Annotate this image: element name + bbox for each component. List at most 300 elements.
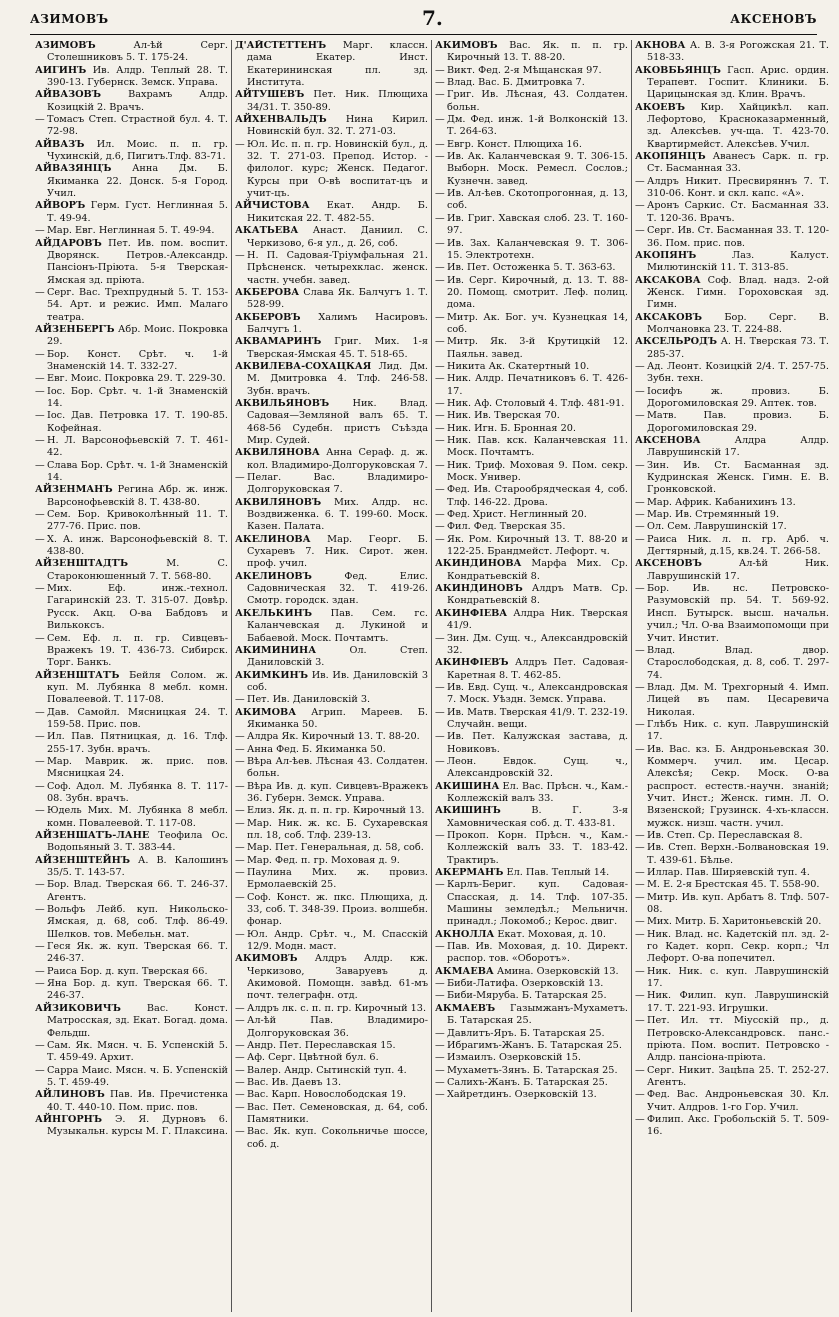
directory-entry <box>35 534 228 559</box>
entry-surname: АКИНФІЕВЪ <box>435 657 509 669</box>
entry-details: Карлъ-Бериг. куп. Садовая-Спасская, д. 14. Тлф. 107-35. Машины земледѣл.; Мельничн. принадл.; Локомоб.; Керос. двиг. <box>447 879 628 928</box>
entry-details: Сам. Як. Мясн. ч. Б. Успенскій 5. Т. 459-49. Архит. <box>47 1039 228 1064</box>
running-head-right: АКСЕНОВЪ <box>730 12 817 26</box>
directory-entry <box>235 336 428 361</box>
entry-surname: Д'АЙСТЕТТЕНЪ <box>235 40 327 51</box>
ditto-dash: — <box>635 1064 645 1076</box>
entry-details: Серг. Вас. Трехпрудный 5. Т. 153-54. Арт. и режис. Имп. Малаго театра. <box>47 286 228 323</box>
directory-entry <box>235 472 428 497</box>
entry-details: М. С. Староконюшенный 7. Т. 568-80. <box>47 558 228 582</box>
ditto-dash: — <box>235 867 245 879</box>
directory-entry <box>35 114 228 139</box>
entry-details: Мар. Ник. ж. кс. Б. Сухаревская пл. 18, соб. Тлф. 239-13. <box>247 817 428 841</box>
directory-entry <box>435 534 628 559</box>
entry-surname: АКАТЬЕВА <box>235 225 299 237</box>
entry-details: Сем. Бор. Кривоколѣнный 11. Т. 277-76. Прис. пов. <box>47 509 228 533</box>
entry-details: Вас. Як. п. п. гр. Кирочный 13. Т. 88-20. <box>447 40 628 64</box>
directory-entry <box>435 558 628 583</box>
entry-details: Соф. Адол. М. Лубянка 8. Т. 117-08. Зубн. врачъ. <box>47 780 228 804</box>
ditto-dash: — <box>635 965 645 977</box>
ditto-dash: — <box>35 114 45 126</box>
entry-details: Влад. Дм. М. Трехгорный 4. Имп. Лицей въ пам. Цесаревича Николая. <box>647 681 829 718</box>
entry-details: Ив. Степ. Ср. Переславская 8. <box>647 830 803 841</box>
entry-details: Пав. Ив. Пречистенка 40. Т. 440-10. Пом. прис. пов. <box>47 1089 228 1113</box>
entry-details: Пет. Ник. Плющиха 34/31. Т. 350-89. <box>247 89 428 113</box>
entry-details: Ник. Триф. Моховая 9. Пом. секр. Моск. Универ. <box>447 459 628 484</box>
ditto-dash: — <box>635 200 645 212</box>
entry-details: Митр. Ак. Бог. уч. Кузнецкая 14, соб. <box>447 311 628 335</box>
ditto-dash: — <box>435 151 445 163</box>
entry-details: Хайретдинъ. Озерковскій 13. <box>447 1089 597 1101</box>
directory-entry <box>435 521 628 533</box>
directory-entry <box>235 892 428 929</box>
ditto-dash: — <box>635 928 645 940</box>
entry-surname: АКСЕЛЬРОДЪ <box>635 336 717 348</box>
entry-details: Пет. Ив. Даниловскій 3. <box>247 694 371 706</box>
entry-details: Газымжанъ-Мухаметъ. Б. Татарская 25. <box>447 1002 628 1027</box>
entry-details: Слава Бор. Срѣт. ч. 1-й Знаменскій 14. <box>47 459 228 484</box>
directory-entry <box>635 916 829 928</box>
entry-details: Влад. Вас. Б. Дмитровка 7. <box>447 77 585 89</box>
ditto-dash: — <box>435 138 445 150</box>
ditto-dash: — <box>435 212 445 224</box>
ditto-dash: — <box>235 1089 245 1101</box>
directory-entry <box>435 1077 628 1089</box>
directory-entry <box>235 1065 428 1077</box>
ditto-dash: — <box>435 188 445 200</box>
ditto-dash: — <box>235 1076 245 1088</box>
entry-surname: АЙЗЕНМАНЪ <box>35 484 113 496</box>
ditto-dash: — <box>235 694 245 706</box>
ditto-dash: — <box>635 521 645 533</box>
directory-entry <box>635 102 829 151</box>
entry-surname: АКИШИНА <box>435 780 500 792</box>
ditto-dash: — <box>635 718 645 730</box>
ditto-dash: — <box>35 509 45 521</box>
ditto-dash: — <box>235 928 245 940</box>
ditto-dash: — <box>635 842 645 854</box>
entry-details: Ив. Вас. кз. Б. Андроньевская 30. Коммерч. учил. им. Цесар. Алексѣя; Секр. Моск. О-ва распрост. естеств.-научн. знаній; Учит. Инст.; Женск. гимн. Л. О. Вязенской; Грузинск. 4-хъ-классн. мужск. низш. частн. учил. <box>647 743 829 829</box>
entry-surname: АКНОЛЛА <box>435 928 495 940</box>
entry-details: Филип. Акс. Гробольскій 5. Т. 509-16. <box>647 1113 829 1138</box>
entry-details: Аф. Серг. Цвѣтной бул. 6. <box>247 1052 379 1064</box>
ditto-dash: — <box>435 435 445 446</box>
directory-entry <box>35 583 228 632</box>
directory-entry <box>435 867 628 879</box>
directory-entry <box>235 744 428 756</box>
entry-surname: АКОЕВЪ <box>635 101 685 113</box>
entry-details: Ник. Влад. Садовая—Земляной валъ 65. Т. 468-56 Судебн. пристъ Съѣзда Мир. Судей. <box>247 397 428 446</box>
entry-surname: АЙЗИКОВИЧЪ <box>35 1002 121 1014</box>
entry-details: Ив. Серг. Кирочный, д. 13. Т. 88-20. Помощ. смотрит. Леф. полиц. дома. <box>447 274 628 311</box>
entry-details: Вас. Конст. Матросская, зд. Екат. Богад. дома. Фельдш. <box>47 1002 228 1039</box>
directory-entry <box>435 65 628 77</box>
entry-details: Агрип. Мареев. Б. Якиманка 50. <box>247 706 428 730</box>
entry-details: Алдръ Никит. Пресвиряннъ 7. Т. 310-06. Конт. и скл. капс. «А». <box>647 175 829 200</box>
entry-details: Биби-Мяруба. Б. Татарская 25. <box>447 990 607 1002</box>
entry-details: Ив. Пет. Остоженка 5. Т. 363-63. <box>447 262 616 274</box>
entry-details: Пет. Ив. пом. воспит. Дворянск. Петров.-Александр. Пансіонъ-Пріюта. 5-я Тверская-Ямская зд. пріюта. <box>47 237 228 286</box>
ditto-dash: — <box>35 583 45 595</box>
directory-entry <box>235 781 428 806</box>
entry-details: Дав. Самойл. Мясницкая 24. Т. 159-58. Прис. пов. <box>47 706 228 730</box>
directory-entry <box>635 521 829 533</box>
ditto-dash: — <box>235 817 245 829</box>
ditto-dash: — <box>635 385 645 397</box>
entry-details: Влад. Влад. двор. Старослободская, д. 8, соб. Т. 297-74. <box>647 644 829 681</box>
entry-details: Нина Кирил. Новинскій бул. 32. Т. 271-03. <box>247 114 428 138</box>
entry-details: Ибрагимъ-Жанъ. Б. Татарская 25. <box>447 1039 622 1051</box>
directory-entry <box>435 879 628 928</box>
directory-entry <box>35 373 228 385</box>
directory-entry <box>435 978 628 990</box>
directory-entry <box>635 65 829 102</box>
entry-details: Дм. Фед. инж. 1-й Волконскій 13. Т. 264-63. <box>447 114 628 138</box>
entry-details: Ник. Ник. с. куп. Лаврушинскій 17. <box>647 965 829 990</box>
ditto-dash: — <box>35 965 45 977</box>
directory-entry <box>35 386 228 411</box>
entry-details: Вас. Як. куп. Сокольничье шоссе, соб. д. <box>247 1126 428 1150</box>
directory-entry <box>35 484 228 509</box>
entry-details: Амина. Озерковскій 13. <box>496 965 619 977</box>
directory-entry <box>35 324 228 349</box>
entry-details: Лаз. Калуст. Милютинскій 11. Т. 313-85. <box>647 249 829 274</box>
entry-details: Ал-ѣй Ник. Лаврушинскій 17. <box>647 558 829 582</box>
directory-entry <box>235 805 428 817</box>
directory-entry <box>435 398 628 410</box>
directory-entry <box>435 657 628 682</box>
directory-entry <box>35 879 228 904</box>
directory-entry <box>435 423 628 435</box>
entry-details: Лид. Дм. М. Дмитровка 4. Тлф. 246-58. Зубн. врачъ. <box>247 360 428 397</box>
entry-details: Евг. Моис. Покровка 29. Т. 229-30. <box>47 373 226 385</box>
directory-entry <box>35 163 228 200</box>
entry-details: Мар. Георг. Б. Сухаревъ 7. Ник. Сирот. жен. проф. учил. <box>247 533 428 570</box>
directory-entry <box>235 287 428 312</box>
entry-details: Х. А. инж. Варсонофьевскій 8. Т. 438-80. <box>47 533 228 558</box>
ditto-dash: — <box>435 1064 445 1076</box>
entry-details: Иллар. Пав. Ширяевскій туп. 4. <box>647 867 810 879</box>
entry-surname: АКЕЛИНОВЪ <box>235 570 312 582</box>
ditto-dash: — <box>435 830 445 841</box>
entry-details: Ив. Степ. Верхн.-Болвановская 19. Т. 439-61. Бѣлье. <box>647 842 829 866</box>
ditto-dash: — <box>635 225 645 237</box>
entry-surname: АКОПЯНЪ <box>635 249 697 261</box>
entry-details: Ив. Матв. Тверская 41/9. Т. 232-19. Случайн. вещи. <box>447 706 628 730</box>
directory-entry <box>435 238 628 263</box>
entry-details: А. В. 3-я Рогожская 21. Т. 518-33. <box>647 40 829 64</box>
entry-surname: АЙЗЕНШТАДТЪ <box>35 558 129 570</box>
directory-entry <box>35 1065 228 1090</box>
ditto-dash: — <box>235 472 245 484</box>
entry-surname: АКСЕНОВЪ <box>635 558 702 570</box>
directory-entry <box>235 1077 428 1089</box>
directory-entry <box>435 435 628 460</box>
directory-entry <box>435 941 628 966</box>
entry-details: Глѣбъ Ник. с. куп. Лаврушинскій 17. <box>647 718 829 743</box>
ditto-dash: — <box>435 397 445 409</box>
directory-entry <box>635 558 829 583</box>
directory-entry <box>635 583 829 645</box>
directory-entry <box>35 756 228 781</box>
directory-entry <box>235 312 428 337</box>
ditto-dash: — <box>435 990 445 1002</box>
entry-details: Регина Абр. ж. инж. Варсонофьевскій 8. Т. 438-80. <box>47 484 228 508</box>
entry-details: Алдра Алдр. Лаврушинскій 17. <box>647 435 829 459</box>
ditto-dash: — <box>435 681 445 693</box>
directory-entry <box>235 200 428 225</box>
entry-details: Фед. Елис. Садовническая 32. Т. 419-26. Смотр. городск. здан. <box>247 570 428 607</box>
ditto-dash: — <box>35 731 45 743</box>
directory-entry <box>635 645 829 682</box>
entry-surname: АЙЧИСТОВА <box>235 200 310 212</box>
directory-entry <box>35 509 228 534</box>
entry-details: Ник. Игн. Б. Бронная 20. <box>447 422 576 434</box>
ditto-dash: — <box>235 780 245 792</box>
directory-entry <box>635 1065 829 1090</box>
directory-entry <box>435 509 628 521</box>
directory-entry <box>435 608 628 633</box>
directory-entry <box>235 867 428 892</box>
entry-details: Іос. Бор. Срѣт. ч. 1-й Знаменскій 14. <box>47 385 228 409</box>
ditto-dash: — <box>35 348 45 360</box>
directory-entry <box>235 645 428 670</box>
entry-surname: АКИНДИНОВА <box>435 558 522 570</box>
entry-details: Ник. Пав. кск. Каланчевская 11. Моск. Почтамтъ. <box>447 435 628 459</box>
ditto-dash: — <box>635 743 645 755</box>
directory-entry <box>235 114 428 139</box>
entry-details: Андр. Пет. Переславская 15. <box>247 1039 396 1051</box>
entry-details: Слава Як. Балчугъ 1. Т. 528-99. <box>247 286 428 311</box>
directory-entry <box>235 447 428 472</box>
ditto-dash: — <box>435 941 445 953</box>
entry-surname: АЙЗЕНШАТЪ-ЛАНЕ <box>35 830 150 841</box>
directory-entry <box>435 40 628 65</box>
entry-details: Ол. Сем. Лаврушинскій 17. <box>647 521 787 533</box>
directory-entry <box>435 1089 628 1101</box>
entry-details: Алдра Ник. Тверская 41/9. <box>447 607 628 632</box>
directory-entry <box>435 114 628 139</box>
entry-details: Бейля Солом. ж. куп. М. Лубянка 8 мебл. комн. Повалеевой. Т. 117-08. <box>47 669 228 706</box>
directory-entry <box>235 1052 428 1064</box>
ditto-dash: — <box>35 1039 45 1051</box>
ditto-dash: — <box>635 1015 645 1027</box>
entry-surname: АЙВАЗЯНЦЪ <box>35 163 112 175</box>
ditto-dash: — <box>35 632 45 644</box>
ditto-dash: — <box>435 1027 445 1039</box>
ditto-dash: — <box>435 410 445 422</box>
directory-entry <box>235 608 428 645</box>
entry-details: Теофила Ос. Водопьяный 3. Т. 383-44. <box>47 830 228 854</box>
ditto-dash: — <box>635 916 645 928</box>
entry-details: Фед. Вас. Андроньевская 30. Кл. Учит. Алдров. 1-го Гор. Учил. <box>647 1089 829 1113</box>
directory-entry <box>35 904 228 941</box>
directory-entry <box>35 731 228 756</box>
column-4 <box>632 40 832 1312</box>
ditto-dash: — <box>435 521 445 533</box>
ditto-dash: — <box>435 1039 445 1051</box>
directory-entry <box>435 336 628 361</box>
directory-entry <box>35 1114 228 1139</box>
directory-entry <box>635 867 829 879</box>
directory-entry <box>635 534 829 559</box>
ditto-dash: — <box>435 422 445 434</box>
directory-entry <box>435 410 628 422</box>
directory-entry <box>435 484 628 509</box>
entry-details: Ник. Филип. куп. Лаврушинскій 17. Т. 221-93. Игрушки. <box>647 990 829 1014</box>
directory-entry <box>35 65 228 90</box>
ditto-dash: — <box>235 1002 245 1014</box>
entry-details: Измаилъ. Озерковскій 15. <box>447 1052 581 1064</box>
entry-surname: АКИНДИНОВЪ <box>435 583 523 595</box>
entry-details: Ив. Ал-ѣев. Скотопрогонная, д. 13, соб. <box>447 188 628 212</box>
directory-entry <box>235 731 428 743</box>
entry-details: Фил. Фед. Тверская 35. <box>447 521 566 533</box>
ditto-dash: — <box>235 1101 245 1113</box>
entry-details: Соф. Влад. надз. 2-ой Женск. Гимн. Гороховская зд. Гимн. <box>647 274 829 311</box>
ditto-dash: — <box>435 262 445 274</box>
entry-details: Фед. Христ. Неглинный 20. <box>447 509 587 521</box>
entry-details: Сем. Еф. л. п. гр. Сивцевъ-Вражекъ 19. Т. 436-73. Сибирск. Торг. Банкъ. <box>47 632 228 669</box>
entry-details: Ив. Зах. Каланчевская 9. Т. 306-15. Электротехн. <box>447 237 628 261</box>
entry-details: Анна Фед. Б. Якиманка 50. <box>247 743 386 755</box>
ditto-dash: — <box>435 360 445 372</box>
ditto-dash: — <box>235 1126 245 1138</box>
page-header <box>30 6 817 34</box>
entry-details: Мухаметъ-Зянъ. Б. Татарская 25. <box>447 1064 618 1076</box>
directory-entry <box>435 1040 628 1052</box>
entry-details: Бор. Влад. Тверская 66. Т. 246-37. Агентъ. <box>47 879 228 903</box>
directory-entry <box>635 990 829 1015</box>
entry-details: Ил. Моис. п. п. гр. Чухинскій, д.6, Пигитъ.Тлф. 83-71. <box>47 138 228 163</box>
directory-entry <box>235 398 428 447</box>
entry-surname: АЙТУШЕВЪ <box>235 89 305 101</box>
entry-details: Мар. Евг. Неглинная 5. Т. 49-94. <box>47 225 215 237</box>
directory-entry <box>235 707 428 732</box>
entry-details: Герм. Густ. Неглинная 5. Т. 49-94. <box>47 200 228 224</box>
ditto-dash: — <box>435 731 445 743</box>
directory-entry <box>35 978 228 1003</box>
directory-entry <box>635 879 829 891</box>
directory-entry <box>35 238 228 287</box>
directory-entry <box>35 966 228 978</box>
entry-details: А. В. Калошинъ 35/5. Т. 143-57. <box>47 854 228 879</box>
directory-entry <box>435 966 628 978</box>
directory-entry <box>235 497 428 534</box>
directory-entry <box>235 1003 428 1015</box>
entry-details: Ник. Влад. нс. Кадетскій пл. зд. 2-го Кадет. корп. Секр. корп.; Чл Лефорт. О-ва попечител. <box>647 928 829 965</box>
entry-details: Анна Дм. Б. Якиманка 22. Донск. 5-я Город. Учил. <box>47 163 228 200</box>
entry-surname: АКИМОВА <box>235 706 297 718</box>
directory-entry <box>635 40 829 65</box>
entry-details: Григ. Ив. Лѣсная, 43. Солдатен. больн. <box>447 89 628 113</box>
directory-entry <box>235 1015 428 1040</box>
directory-entry <box>635 386 829 411</box>
entry-surname: АКВИЛЕВА-СОХАЦКАЯ <box>235 360 372 372</box>
directory-entry <box>35 670 228 707</box>
directory-entry <box>635 225 829 250</box>
ditto-dash: — <box>35 225 45 237</box>
directory-entry <box>35 287 228 324</box>
entry-details: Ник. Аф. Столовый 4. Тлф. 481-91. <box>447 397 625 409</box>
ditto-dash: — <box>235 805 245 817</box>
directory-entry <box>635 1015 829 1064</box>
entry-surname: АКИНФІЕВА <box>435 607 508 619</box>
directory-entry <box>235 756 428 781</box>
entry-details: Вольфъ Лейб. куп. Никольско-Ямская, д. 68, соб. Тлф. 86-49. Шелков. тов. Мебельн. мат. <box>47 904 228 940</box>
ditto-dash: — <box>435 509 445 521</box>
directory-entry <box>635 842 829 867</box>
entry-surname: АКВИЛЯНОВЪ <box>235 496 322 508</box>
directory-entry <box>435 1028 628 1040</box>
entry-details: Викт. Фед. 2-я Мѣщанская 97. <box>447 64 602 76</box>
entry-details: Вас. Ив. Даевъ 13. <box>247 1076 342 1088</box>
ditto-dash: — <box>435 706 445 718</box>
directory-entry <box>435 361 628 373</box>
ditto-dash: — <box>35 904 45 916</box>
entry-details: Матв. Пав. провиз. Б. Дорогомиловская 29. <box>647 410 829 434</box>
directory-entry <box>635 497 829 509</box>
entry-details: Фед. Ив. Старообрядческая 4, соб. Тлф. 146-22. Дрова. <box>447 484 628 508</box>
ditto-dash: — <box>35 1064 45 1076</box>
directory-entry <box>635 200 829 225</box>
directory-entry <box>235 818 428 843</box>
directory-entry <box>635 176 829 201</box>
ditto-dash: — <box>635 583 645 595</box>
directory-entry <box>35 1003 228 1040</box>
directory-entry <box>435 213 628 238</box>
directory-entry <box>435 1003 628 1028</box>
ditto-dash: — <box>35 435 45 446</box>
directory-entry <box>235 855 428 867</box>
ditto-dash: — <box>435 311 445 323</box>
ditto-dash: — <box>235 138 245 150</box>
entry-surname: АЙЛИНОВЪ <box>35 1089 105 1101</box>
directory-entry <box>35 941 228 966</box>
entry-surname: АКЕЛИНОВА <box>235 533 311 545</box>
entry-surname: АЙХЕНВАЛЬДЪ <box>235 114 327 126</box>
directory-entry <box>435 633 628 658</box>
ditto-dash: — <box>35 533 45 545</box>
directory-entry <box>635 509 829 521</box>
entry-details: Бор. Конст. Срѣт. ч. 1-й Знаменскій 14. Т. 332-27. <box>47 348 228 372</box>
directory-entry <box>435 707 628 732</box>
entry-surname: АКСАКОВЪ <box>635 311 703 323</box>
directory-entry <box>435 275 628 312</box>
directory-entry <box>635 1089 829 1114</box>
ditto-dash: — <box>435 274 445 286</box>
directory-entry <box>635 275 829 312</box>
entry-surname: АКНОВА <box>635 40 686 51</box>
directory-entry <box>235 225 428 250</box>
ditto-dash: — <box>435 632 445 644</box>
directory-entry <box>435 1052 628 1064</box>
entry-details: Давлитъ-Яръ. Б. Татарская 25. <box>447 1027 605 1039</box>
directory-entry <box>235 571 428 608</box>
ditto-dash: — <box>435 373 445 385</box>
ditto-dash: — <box>35 978 45 990</box>
ditto-dash: — <box>35 879 45 891</box>
directory-entry <box>435 312 628 337</box>
entry-details: Зин. Ив. Ст. Басманная зд. Кудринская Женск. Гимн. Е. В. Гронковской. <box>647 459 829 496</box>
entry-details: Халимъ Насировъ. Балчугъ 1. <box>247 311 428 335</box>
ditto-dash: — <box>635 867 645 879</box>
ditto-dash: — <box>635 496 645 508</box>
directory-entry <box>435 682 628 707</box>
directory-entry <box>435 990 628 1002</box>
entry-details: Ник. Ив. Тверская 70. <box>447 410 560 422</box>
entry-details: Екат. Моховая, д. 10. <box>497 928 606 940</box>
